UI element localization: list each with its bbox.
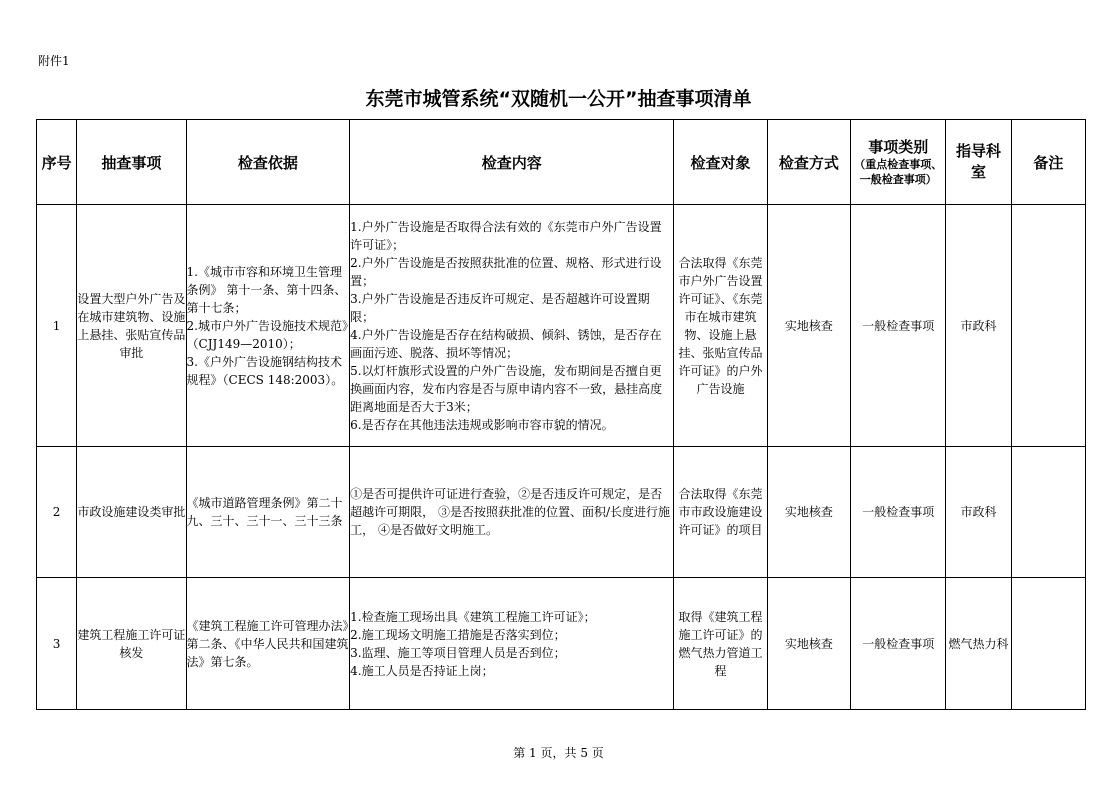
cell-target: 合法取得《东莞市户外广告设置许可证》、《东莞市在城市建筑物、设施上悬挂、张贴宣传品许可证》的户外广告设施 bbox=[674, 205, 767, 447]
cell-dept: 市政科 bbox=[946, 447, 1011, 578]
header-category-sub: （重点检查事项、一般检查事项） bbox=[854, 157, 943, 186]
cell-dept: 燃气热力科 bbox=[946, 578, 1011, 710]
cell-item: 建筑工程施工许可证核发 bbox=[77, 578, 186, 710]
page-footer: 第 1 页，共 5 页 bbox=[513, 746, 604, 760]
inspection-table bbox=[36, 119, 1086, 710]
cell-basis: 《城市道路管理条例》第二十九、三十、三十一、三十三条 bbox=[186, 447, 350, 578]
content-line: 4.施工人员是否持证上岗； bbox=[350, 663, 494, 678]
cell-content bbox=[350, 447, 674, 578]
header-category bbox=[851, 120, 946, 205]
header-no: 序号 bbox=[37, 120, 77, 205]
cell-remark bbox=[1011, 578, 1085, 710]
content-line: 2.施工现场文明施工措施是否落实到位； bbox=[350, 627, 566, 642]
header-dept: 指导科室 bbox=[946, 120, 1011, 205]
cell-remark bbox=[1011, 205, 1085, 447]
cell-method: 实地核查 bbox=[767, 578, 850, 710]
cell-category: 一般检查事项 bbox=[851, 205, 946, 447]
header-method: 检查方式 bbox=[767, 120, 850, 205]
cell-basis: 《建筑工程施工许可管理办法》第二条、《中华人民共和国建筑法》第七条。 bbox=[186, 578, 350, 710]
cell-method: 实地核查 bbox=[767, 447, 850, 578]
content-line: 3.监理、施工等项目管理人员是否到位； bbox=[350, 645, 566, 660]
cell-method: 实地核查 bbox=[767, 205, 850, 447]
table-row bbox=[37, 205, 1086, 447]
header-content: 检查内容 bbox=[350, 120, 674, 205]
page-title: 东莞市城管系统“双随机一公开”抽查事项清单 bbox=[365, 88, 752, 110]
content-line: ①是否可提供许可证进行查验，②是否违反许可规定，是否超越许可期限， ③是否按照获批准的位置、面积/长度进行施工， ④是否做好文明施工。 bbox=[350, 487, 671, 537]
header-row bbox=[37, 120, 1086, 205]
cell-category: 一般检查事项 bbox=[851, 447, 946, 578]
cell-content bbox=[350, 205, 674, 447]
cell-content bbox=[350, 578, 674, 710]
cell-category: 一般检查事项 bbox=[851, 578, 946, 710]
cell-no: 3 bbox=[37, 578, 77, 710]
cell-basis: 1.《城市市容和环境卫生管理条例》 第十一条、第十四条、第十七条； 2.城市户外广告设施技术规范》（CJJ149—2010）； 3.《户外广告设施钢结构技术规程》（CECS 148:2003）。 bbox=[186, 205, 350, 447]
table-row bbox=[37, 447, 1086, 578]
table-row bbox=[37, 578, 1086, 710]
cell-item: 设置大型户外广告及在城市建筑物、设施上悬挂、张贴宣传品审批 bbox=[77, 205, 186, 447]
header-remark: 备注 bbox=[1011, 120, 1085, 205]
cell-remark bbox=[1011, 447, 1085, 578]
cell-target: 取得《建筑工程施工许可证》的燃气热力管道工程 bbox=[674, 578, 767, 710]
content-line: 1.户外广告设施是否取得合法有效的《东莞市户外广告设置许可证》； bbox=[350, 219, 662, 252]
content-line: 6.是否存在其他违法违规或影响市容市貌的情况。 bbox=[350, 417, 614, 432]
cell-no: 1 bbox=[37, 205, 77, 447]
content-line: 5.以灯杆旗形式设置的户外广告设施，发布期间是否擅自更换画面内容，发布内容是否与原申请内容不一致，悬挂高度距离地面是否大于3米； bbox=[350, 363, 663, 414]
cell-target: 合法取得《东莞市市政设施建设许可证》的项目 bbox=[674, 447, 767, 578]
content-line: 1.检查施工现场出具《建筑工程施工许可证》； bbox=[350, 609, 596, 624]
content-line: 3.户外广告设施是否违反许可规定、是否超越许可设置期限； bbox=[350, 291, 650, 324]
cell-item: 市政设施建设类审批 bbox=[77, 447, 186, 578]
header-basis: 检查依据 bbox=[186, 120, 350, 205]
cell-no: 2 bbox=[37, 447, 77, 578]
cell-dept: 市政科 bbox=[946, 205, 1011, 447]
content-line: 4.户外广告设施是否存在结构破损、倾斜、锈蚀，是否存在画面污迹、脱落、损坏等情况； bbox=[350, 327, 662, 360]
header-target: 检查对象 bbox=[674, 120, 767, 205]
content-line: 2.户外广告设施是否按照获批准的位置、规格、形式进行设置； bbox=[350, 255, 662, 288]
header-item: 抽查事项 bbox=[77, 120, 186, 205]
annex-label: 附件1 bbox=[38, 54, 70, 68]
header-category-main: 事项类别 bbox=[868, 137, 929, 156]
